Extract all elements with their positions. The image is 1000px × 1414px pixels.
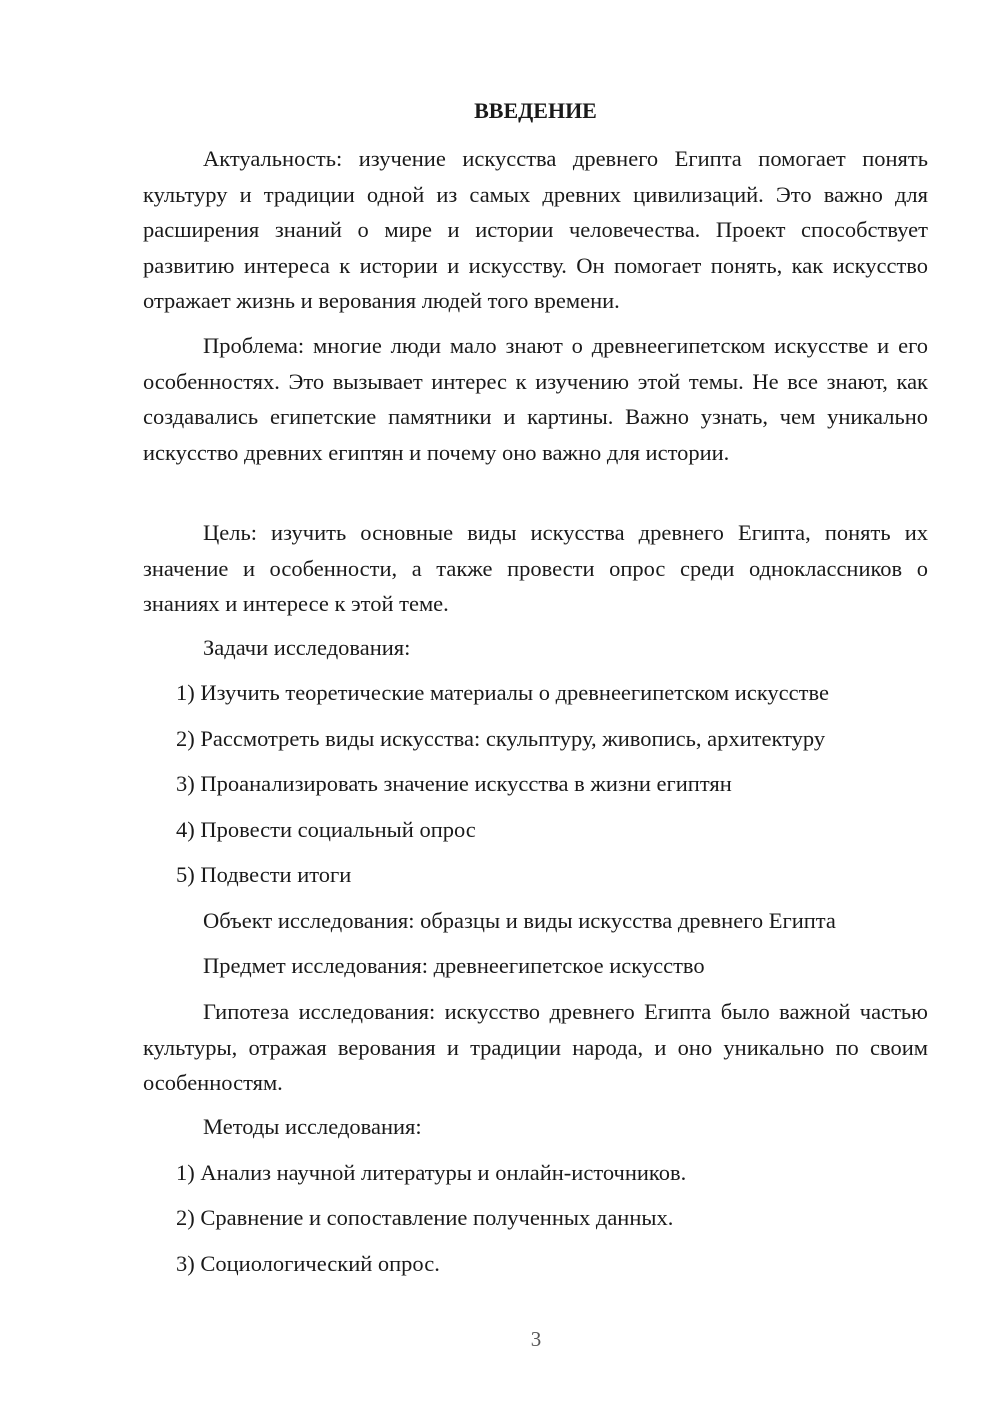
- tasks-title: Задачи исследования:: [203, 635, 411, 660]
- page-number: 3: [530, 1327, 542, 1351]
- research-subject: Предмет исследования: древнеегипетское искусство: [203, 953, 705, 978]
- task-item-5: 5) Подвести итоги: [176, 862, 352, 887]
- method-item-2: 2) Сравнение и сопоставление полученных данных.: [176, 1205, 674, 1230]
- relevance-paragraph: Актуальность: изучение искусства древнего Египта помогает понять культуру и традиции одной из самых древних цивилизаций. Это важно для расширения знаний о мире и истории человечества. Проект способствует развитию интереса к истории и искусству. Он помогает понять, как искусство отражает жизнь и верования людей того времени.: [143, 146, 928, 313]
- task-item-4: 4) Провести социальный опрос: [176, 817, 476, 842]
- methods-title: Методы исследования:: [203, 1114, 422, 1139]
- task-item-3: 3) Проанализировать значение искусства в жизни египтян: [176, 771, 732, 796]
- problem-paragraph: Проблема: многие люди мало знают о древнеегипетском искусстве и его особенностях. Это вызывает интерес к изучению этой темы. Не все знают, как создавались египетские памятники и картины. Важно узнать, чем уникально искусство древних египтян и почему оно важно для истории.: [143, 333, 928, 465]
- goal-paragraph: Цель: изучить основные виды искусства древнего Египта, понять их значение и особенности, а также провести опрос среди одноклассников о знаниях и интересе к этой теме.: [143, 520, 928, 616]
- hypothesis-paragraph: Гипотеза исследования: искусство древнего Египта было важной частью культуры, отражая верования и традиции народа, и оно уникально по своим особенностям.: [143, 999, 928, 1095]
- page-title: ВВЕДЕНИЕ: [474, 98, 597, 123]
- method-item-3: 3) Социологический опрос.: [176, 1251, 440, 1276]
- research-object: Объект исследования: образцы и виды искусства древнего Египта: [203, 908, 836, 933]
- task-item-1: 1) Изучить теоретические материалы о древнеегипетском искусстве: [176, 680, 829, 705]
- method-item-1: 1) Анализ научной литературы и онлайн-источников.: [176, 1160, 687, 1185]
- task-item-2: 2) Рассмотреть виды искусства: скульптуру, живопись, архитектуру: [176, 726, 826, 751]
